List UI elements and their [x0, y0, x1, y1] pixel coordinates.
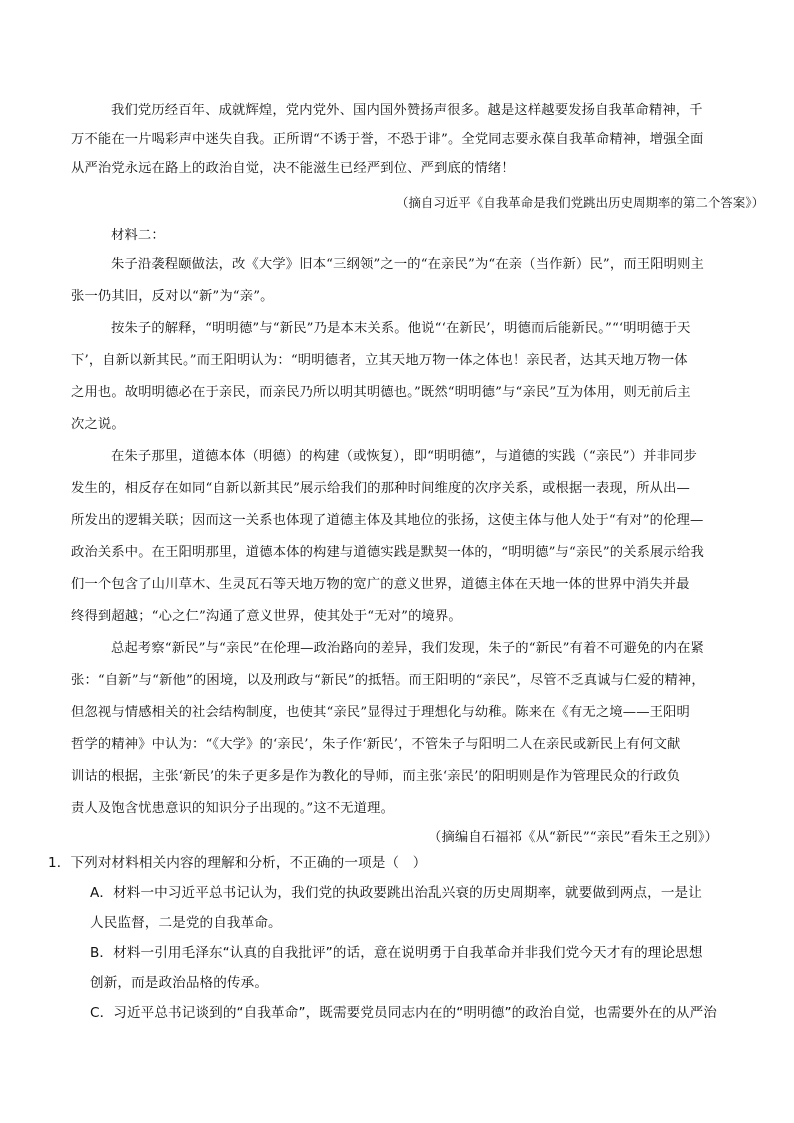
text-line: 哲学的精神》中认为：“《大学》的‘亲民’，朱子作‘新民’，不管朱子与阳明二人在亲民或新民上有何文献 — [71, 737, 681, 752]
text-line: 在朱子那里，道德本体（明德）的构建（或恢复），即“明明德”，与道德的实践（“亲民”）并非同步 — [111, 449, 697, 464]
text-line: 我们党历经百年、成就辉煌，党内党外、国内国外赞扬声很多。越是这样越要发扬自我革命精神，千 — [111, 103, 703, 118]
option-a: A．材料一中习近平总书记认为，我们党的执政要跳出治乱兴衰的历史周期率，就要做到两点，一是让 — [90, 885, 702, 901]
text-line: 之用也。故明明德必在于亲民，而亲民乃所以明其明德也。”既然“明明德”与“亲民”互为体用，则无前后主 — [71, 385, 691, 400]
text-line: 从严治党永远在路上的政治自觉，决不能滋生已经严到位、严到底的情绪！ — [71, 161, 515, 176]
text-line: 张一仍其旧，反对以“新”为“亲”。 — [71, 289, 274, 304]
text-line: 但忽视与情感相关的社会结构制度，也使其“亲民”显得过于理想化与幼稚。陈来在《有无之境——王阳明 — [71, 705, 691, 720]
text-line: 下’，自新以新其民。”而王阳明认为：“明明德者，立其天地万物一体之体也！亲民者，达其天地万物一体 — [71, 353, 688, 368]
material-label: 材料二： — [111, 228, 165, 243]
text-line: 所发出的逻辑关联；因而这一关系也体现了道德主体及其地位的张扬，这使主体与他人处于“有对”的伦理— — [71, 513, 704, 528]
text-line: 发生的，相反存在如同“自新以新其民”展示给我们的那种时间维度的次序关系，或根据一表现，所从出— — [71, 481, 691, 496]
option-b: B．材料一引用毛泽东“认真的自我批评”的话，意在说明勇于自我革命并非我们党今天才有的理论思想 — [90, 945, 703, 961]
text-line: 朱子沿袭程颐做法，改《大学》旧本“三纲领”之一的“在亲民”为“在亲（当作新）民”，而王阳明则主 — [111, 257, 705, 272]
text-line: 终得到超越；“心之仁”沟通了意义世界，使其处于“无对”的境界。 — [71, 609, 462, 624]
option-c: C．习近平总书记谈到的“自我革命”，既需要党员同志内在的“明明德”的政治自觉，也需要外在的从严治 — [90, 1005, 717, 1021]
text-line: 万不能在一片喝彩声中迷失自我。正所谓“不诱于誉，不恐于诽”。全党同志要永葆自我革命精神，增强全面 — [71, 132, 704, 147]
text-line: 训诂的根据，主张‘新民’的朱子更多是作为教化的导师，而主张‘亲民’的阳明则是作为管理民众的行政负 — [71, 769, 681, 784]
text-line: 责人及饱含忧患意识的知识分子出现的。”这不无道理。 — [71, 801, 395, 816]
text-line: 政治关系中。在王阳明那里，道德本体的构建与道德实践是默契一体的，“明明德”与“亲民”的关系展示给我 — [71, 545, 704, 560]
source-citation: （摘自习近平《自我革命是我们党跳出历史周期率的第二个答案》） — [396, 196, 765, 210]
option-a-cont: 人民监督，二是党的自我革命。 — [90, 915, 282, 931]
text-line: 张：“自新”与“新他”的困境，以及刑政与“新民”的抵牾。而王阳明的“亲民”，尽管不乏真诚与仁爱的精神， — [71, 673, 705, 688]
text-line: 次之说。 — [71, 417, 125, 432]
text-line: 按朱子的解释，“明明德”与“新民”乃是本末关系。他说“‘在新民’，明德而后能新民。”“‘明明德于天 — [111, 321, 691, 336]
source-citation: （摘编自石福祁《从“新民”“亲民”看朱王之别》） — [428, 830, 719, 845]
option-b-cont: 创新，而是政治品格的传承。 — [90, 975, 269, 991]
text-line: 们一个包含了山川草木、生灵瓦石等天地万物的宽广的意义世界，道德主体在天地一体的世界中消失并最 — [71, 577, 690, 592]
text-line: 总起考察“新民”与“亲民”在伦理—政治路向的差异，我们发现，朱子的“新民”有着不可避免的内在紧 — [111, 641, 705, 656]
question-stem: 1．下列对材料相关内容的理解和分析，不正确的一项是（ ） — [48, 855, 427, 871]
